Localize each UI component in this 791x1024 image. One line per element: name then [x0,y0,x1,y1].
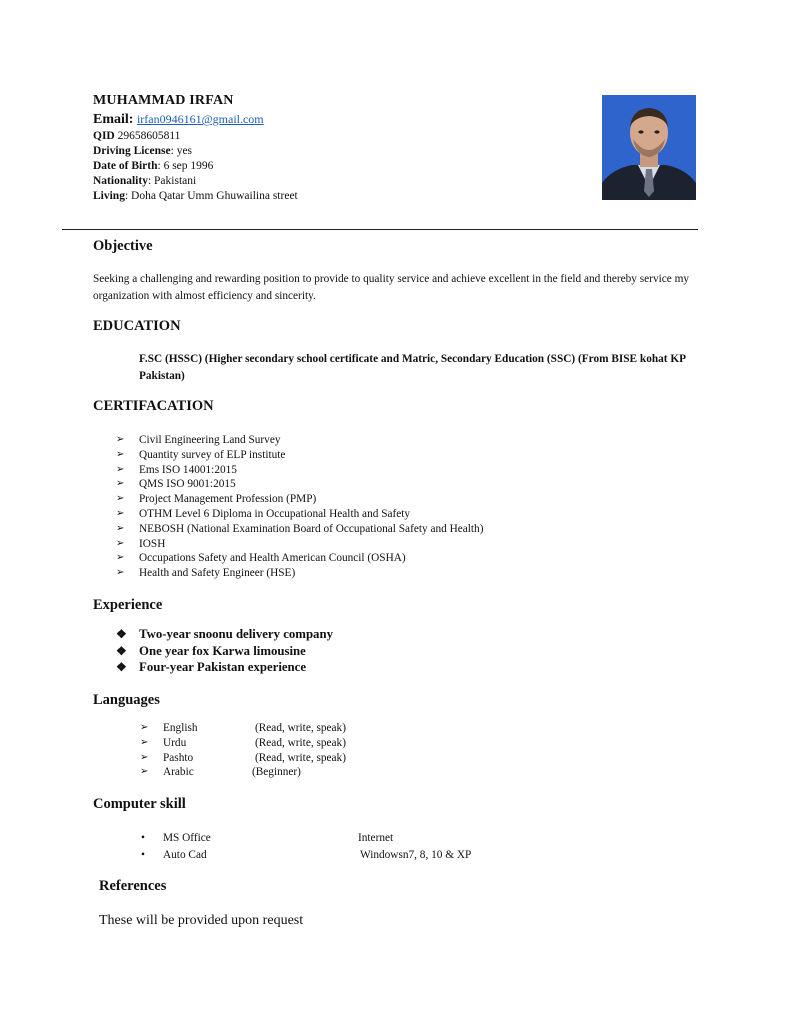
certification-list [116,433,483,581]
education-text: F.SC (HSSC) (Higher secondary school certificate and Matric, Secondary Education (SSC) (From BISE kohat KP Pakistan) [139,353,686,382]
email-label: Email: [93,112,134,127]
certification-heading: CERTIFACATION [93,398,214,414]
email-row [93,112,264,128]
candidate-name: MUHAMMAD IRFAN [93,93,234,108]
list-item: ❖ Two-year snoonu delivery company [116,627,333,641]
references-heading: References [99,878,167,894]
profile-photo [602,95,696,200]
nationality-row [93,174,196,189]
list-item: ➢ NEBOSH (National Examination Board of Occupational Safety and Health) [116,522,484,535]
dob-value: : 6 sep 1996 [157,160,214,172]
dob-label: Date of Birth [93,160,158,172]
language-level: (Read, write, speak) [255,751,346,764]
diamond-bullet-icon: ❖ [116,643,127,658]
email-link[interactable]: irfan0946161@gmail.com [136,112,264,126]
references-text: These will be provided upon request [99,913,304,928]
list-item: ➢ OTHM Level 6 Diploma in Occupational Health and Safety [116,507,411,520]
skill-left: Auto Cad [163,849,207,861]
list-item: ❖ Four-year Pakistan experience [116,660,307,674]
list-item: ➢ Ems ISO 14001:2015 [116,463,237,476]
objective-heading: Objective [93,238,153,254]
arrow-bullet-icon: ➢ [116,434,125,445]
list-item: ➢ QMS ISO 9001:2015 [116,478,236,491]
living-row [93,189,298,204]
list-item [140,765,400,780]
language-level: (Read, write, speak) [255,736,346,749]
living-label: Living [93,190,125,202]
list-item [141,830,561,847]
skills-list [141,830,561,864]
diamond-bullet-icon: ❖ [116,660,127,674]
list-item: ❖ One year fox Karwa limousine [116,643,306,658]
language-level: (Read, write, speak) [255,722,346,734]
arrow-bullet-icon: ➢ [116,507,125,519]
diamond-bullet-icon: ❖ [116,627,127,641]
arrow-bullet-icon: ➢ [116,463,125,475]
arrow-bullet-icon: ➢ [116,567,125,579]
language-name: English [163,722,198,734]
list-item [140,736,400,751]
arrow-bullet-icon: ➢ [116,552,125,564]
list-item [141,847,561,864]
languages-list [140,721,400,780]
list-item [140,751,400,766]
list-item: ➢ Health and Safety Engineer (HSE) [116,567,296,580]
arrow-bullet-icon: ➢ [140,751,149,763]
language-name: Urdu [163,736,187,749]
skill-left: MS Office [163,832,211,844]
experience-list [116,626,333,676]
license-label: Driving License [93,145,171,157]
list-item: ➢ Occupations Safety and Health American Council (OSHA) [116,552,406,565]
dot-bullet-icon: • [141,832,145,844]
list-item: ➢ Project Management Profession (PMP) [116,493,317,506]
arrow-bullet-icon: ➢ [116,493,125,505]
arrow-bullet-icon: ➢ [116,522,125,534]
language-name: Arabic [163,766,194,779]
header-divider [62,229,698,230]
list-item: ➢ Quantity survey of ELP institute [116,448,286,461]
language-name: Pashto [163,751,194,764]
languages-heading: Languages [93,692,160,708]
arrow-bullet-icon: ➢ [116,448,125,460]
arrow-bullet-icon: ➢ [116,537,125,549]
nationality-label: Nationality [93,175,148,187]
education-heading: EDUCATION [93,318,181,334]
list-item: ➢ IOSH [116,537,166,550]
license-value: : yes [170,145,193,157]
living-value: : Doha Qatar Umm Ghuwailina street [124,190,298,202]
list-item [140,721,400,736]
dot-bullet-icon: • [141,849,145,861]
arrow-bullet-icon: ➢ [140,766,149,778]
qid-row [93,129,180,144]
arrow-bullet-icon: ➢ [140,736,149,748]
qid-label: QID [93,130,115,142]
skill-right: Windowsn7, 8, 10 & XP [360,849,472,861]
language-level: (Beginner) [252,766,301,779]
objective-text: Seeking a challenging and rewarding position to provide to quality service and achieve excellent in the field and thereby service my organization with almost efficiency and sincerity. [93,273,690,302]
arrow-bullet-icon: ➢ [140,722,149,733]
list-item: ➢ Civil Engineering Land Survey [116,434,281,446]
license-row [93,144,192,159]
skills-heading: Computer skill [93,796,186,812]
nationality-value: : Pakistani [147,175,197,187]
arrow-bullet-icon: ➢ [116,478,125,490]
dob-row [93,159,213,174]
qid-value: 29658605811 [114,130,181,142]
portrait-image [602,95,696,200]
skill-right: Internet [358,832,394,844]
experience-heading: Experience [93,597,163,613]
